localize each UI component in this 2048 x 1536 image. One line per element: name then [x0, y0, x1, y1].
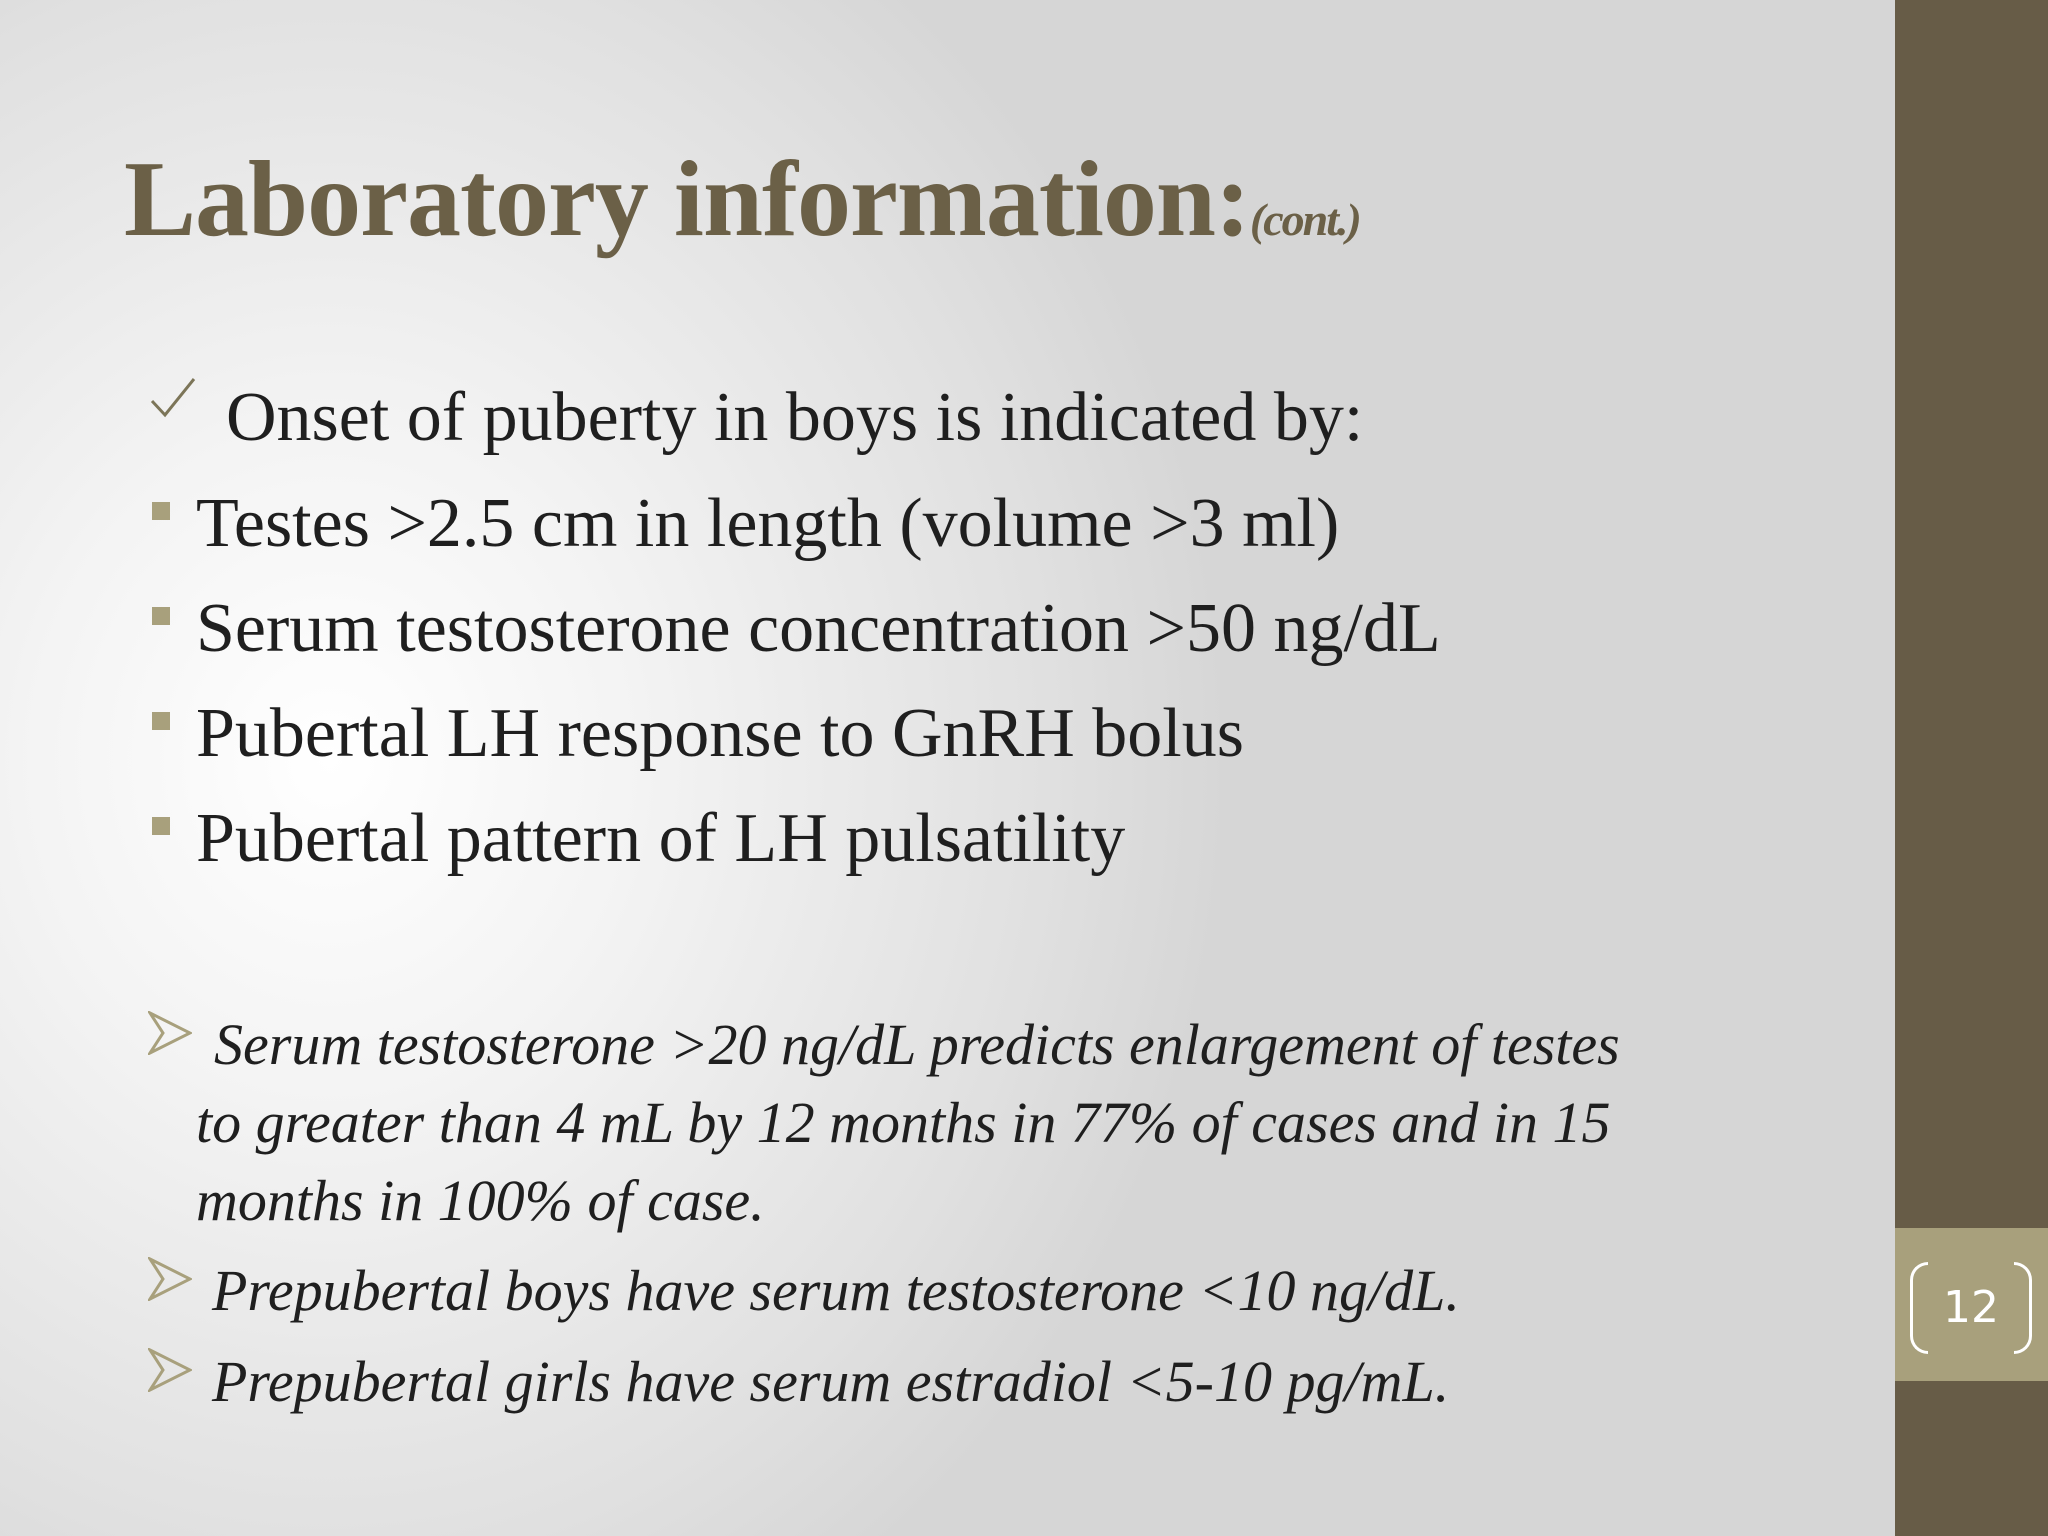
- square-bullet-icon: [152, 607, 170, 625]
- slide-title: [124, 138, 1360, 262]
- page-number: 12: [1943, 1282, 1999, 1333]
- bullet-item: Pubertal pattern of LH pulsatility: [196, 800, 1126, 877]
- arrow-item-line: Prepubertal boys have serum testosterone <10 ng/dL.: [212, 1258, 1460, 1323]
- title-suffix: (cont.): [1249, 194, 1360, 245]
- right-brace: [2014, 1262, 2032, 1354]
- arrow-item-line: Prepubertal girls have serum estradiol <5-10 pg/mL.: [212, 1349, 1450, 1414]
- bullet-item: Testes >2.5 cm in length (volume >3 ml): [196, 485, 1340, 562]
- arrowhead-icon: [148, 1348, 192, 1392]
- bullet-item: Serum testosterone concentration >50 ng/dL: [196, 590, 1441, 667]
- arrow-item-line: to greater than 4 mL by 12 months in 77% of cases and in 15: [196, 1090, 1611, 1155]
- bullet-item: Pubertal LH response to GnRH bolus: [196, 695, 1244, 772]
- arrowhead-icon: [148, 1011, 192, 1055]
- check-icon: [148, 373, 198, 423]
- arrow-item-line: Serum testosterone >20 ng/dL predicts enlargement of testes: [214, 1012, 1620, 1077]
- arrowhead-icon: [148, 1257, 192, 1301]
- arrow-item-line: months in 100% of case.: [196, 1168, 765, 1233]
- square-bullet-icon: [152, 817, 170, 835]
- left-brace: [1910, 1262, 1928, 1354]
- square-bullet-icon: [152, 502, 170, 520]
- check-item-text: Onset of puberty in boys is indicated by:: [226, 379, 1364, 456]
- title-main: Laboratory information:: [124, 140, 1250, 259]
- square-bullet-icon: [152, 712, 170, 730]
